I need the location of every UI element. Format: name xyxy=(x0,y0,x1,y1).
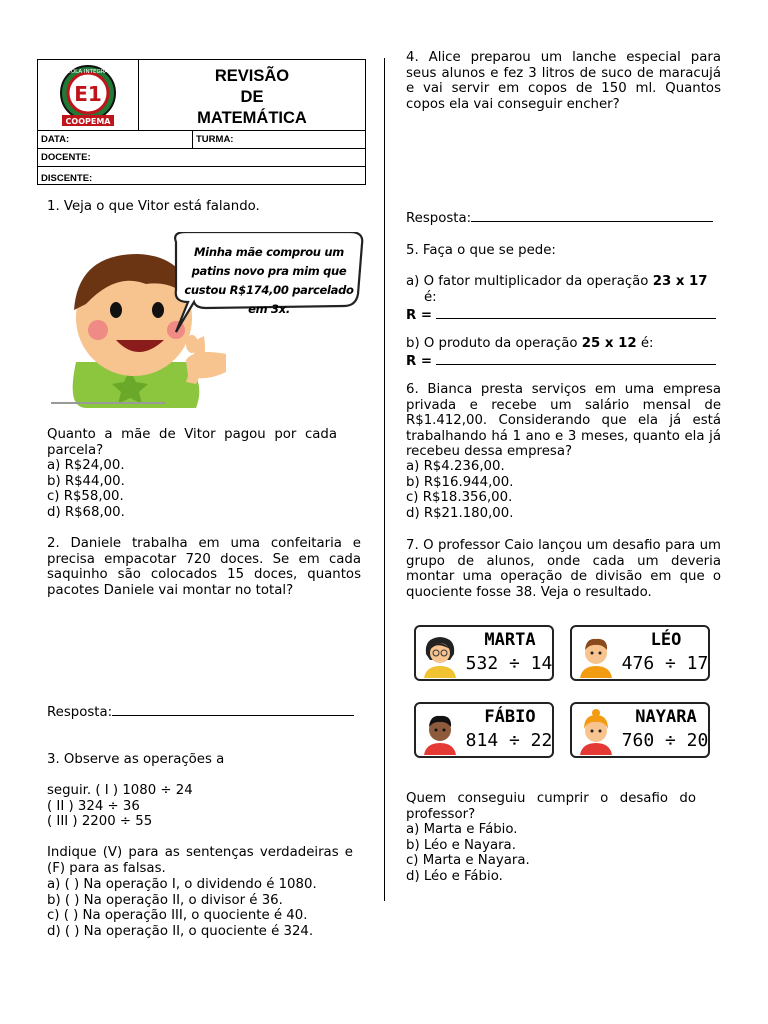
q1-option[interactable]: a) R$24,00. xyxy=(47,458,125,473)
q7-option[interactable]: b) Léo e Nayara. xyxy=(406,837,516,853)
q5-a-r-label: R = xyxy=(406,308,433,323)
q7-option[interactable]: d) Léo e Fábio. xyxy=(406,868,503,884)
data-row xyxy=(38,130,365,149)
q1-question: Quanto a mãe de Vitor pagou por cada parcela? xyxy=(47,427,337,458)
q6-option[interactable]: a) R$4.236,00. xyxy=(406,459,505,474)
q7-options xyxy=(406,822,530,884)
column-divider xyxy=(384,58,385,901)
q3-intro1: 3. Observe as operações a xyxy=(47,752,225,767)
turma-label: TURMA: xyxy=(196,134,234,145)
girl-avatar-icon xyxy=(420,632,460,678)
q5-b-text: b) O produto da operação xyxy=(406,336,578,351)
card-fabio xyxy=(414,702,554,758)
q5-prompt: 5. Faça o que se pede: xyxy=(406,243,556,258)
q3-option[interactable]: d) ( ) Na operação II, o quociente é 324. xyxy=(47,923,314,939)
q6-text: 6. Bianca presta serviços em uma empresa privada e recebe um salário mensal de R$1.412,00. Considerando que ela já está trabalhando há 1 ano e 3 meses, quanto ela já recebeu dessa empresa? xyxy=(406,382,721,459)
card-operation: 760 ÷ 20 xyxy=(621,730,709,751)
q5-b-answer-line[interactable] xyxy=(436,352,716,365)
q3-op: ( II ) 324 ÷ 36 xyxy=(47,798,140,814)
logo-text-mid: E1 xyxy=(74,82,102,106)
card-name: FÁBIO xyxy=(484,707,536,727)
q5-a-op: 23 x 17 xyxy=(652,274,708,289)
q5-b-response xyxy=(406,352,716,369)
girl-avatar-icon xyxy=(576,709,616,755)
discente-label: DISCENTE: xyxy=(41,173,93,184)
q3-op: seguir. ( I ) 1080 ÷ 24 xyxy=(47,783,193,798)
docente-row xyxy=(38,148,365,167)
card-name: LÉO xyxy=(650,630,682,650)
q1-option[interactable]: c) R$58,00. xyxy=(47,489,124,505)
q3-instruction: Indique (V) para as sentenças verdadeiras e (F) para as falsas. xyxy=(47,845,353,876)
speech-bubble-text: Minha mãe comprou um patins novo pra mim que custou R$174,00 parcelado em 3x. xyxy=(184,245,354,316)
docente-label: DOCENTE: xyxy=(41,152,91,163)
card-nayara xyxy=(570,702,710,758)
q6-option[interactable]: c) R$18.356,00. xyxy=(406,490,513,506)
title-line: DE xyxy=(240,88,264,106)
boy-avatar-icon xyxy=(420,709,460,755)
header-table xyxy=(37,59,366,185)
q4-answer-label: Resposta: xyxy=(406,211,472,226)
q7-option[interactable]: c) Marta e Nayara. xyxy=(406,853,530,869)
title-line: REVISÃO xyxy=(214,67,290,85)
card-operation: 476 ÷ 17 xyxy=(621,653,709,674)
q2-answer-line[interactable] xyxy=(112,703,354,716)
q1-options xyxy=(47,458,125,520)
q4-text: 4. Alice preparou um lanche especial para seus alunos e fez 3 litros de suco de maracujá e vai servir em copos de 150 ml. Quantos copos ela vai conseguir encher? xyxy=(406,50,721,112)
q5-a xyxy=(406,274,721,305)
q5-a-response xyxy=(406,306,716,323)
q5-a-end: é: xyxy=(424,289,437,305)
card-marta xyxy=(414,625,554,681)
card-name: MARTA xyxy=(484,630,536,650)
q3-option[interactable]: a) ( ) Na operação I, o dividendo é 1080. xyxy=(47,877,317,892)
q3-options xyxy=(47,877,317,939)
discente-row xyxy=(38,166,365,185)
q5-b-end: é: xyxy=(640,336,654,351)
q3-operations xyxy=(47,783,193,830)
q5-a-answer-line[interactable] xyxy=(436,306,716,319)
card-leo xyxy=(570,625,710,681)
q2-answer xyxy=(47,703,354,720)
q4-answer xyxy=(406,209,713,226)
q3-option[interactable]: b) ( ) Na operação II, o divisor é 36. xyxy=(47,892,283,908)
boy-avatar-icon xyxy=(576,632,616,678)
q7-text: 7. O professor Caio lançou um desafio para um grupo de alunos, onde cada um deveria montar uma operação de divisão em que o quociente fosse 38. Veja o resultado. xyxy=(406,538,721,600)
q2-answer-label: Resposta: xyxy=(47,705,113,720)
q3-option[interactable]: c) ( ) Na operação III, o quociente é 40. xyxy=(47,908,308,924)
logo-text-top: ESCOLA INTEGRADA xyxy=(60,69,116,75)
q5-b-op: 25 x 12 xyxy=(581,336,637,351)
q5-b-r-label: R = xyxy=(406,354,433,369)
q7-option[interactable]: a) Marta e Fábio. xyxy=(406,822,518,837)
q3-op: ( III ) 2200 ÷ 55 xyxy=(47,814,153,830)
q6-option[interactable]: b) R$16.944,00. xyxy=(406,474,514,490)
card-operation: 814 ÷ 22 xyxy=(465,730,553,751)
q6-options xyxy=(406,459,513,521)
card-operation: 532 ÷ 14 xyxy=(465,653,553,674)
q1-option[interactable]: d) R$68,00. xyxy=(47,504,125,520)
school-logo xyxy=(38,60,139,130)
q2-text: 2. Daniele trabalha em uma confeitaria e precisa empacotar 720 doces. Se em cada saquinho são colocados 15 doces, quantos pacotes Daniele vai montar no total? xyxy=(47,536,361,598)
logo-text-bottom: COOPEMA xyxy=(65,117,111,126)
q1-prompt: 1. Veja o que Vitor está falando. xyxy=(47,199,260,214)
page-title xyxy=(138,60,366,130)
data-label: DATA: xyxy=(41,134,70,145)
q4-answer-line[interactable] xyxy=(471,209,713,222)
q7-question: Quem conseguiu cumprir o desafio do professor? xyxy=(406,791,696,822)
q1-option[interactable]: b) R$44,00. xyxy=(47,473,125,489)
q6-option[interactable]: d) R$21.180,00. xyxy=(406,505,514,521)
q5-b xyxy=(406,336,654,352)
card-name: NAYARA xyxy=(635,707,697,727)
title-line: MATEMÁTICA xyxy=(197,109,307,127)
q5-a-text: a) O fator multiplicador da operação xyxy=(406,274,649,289)
